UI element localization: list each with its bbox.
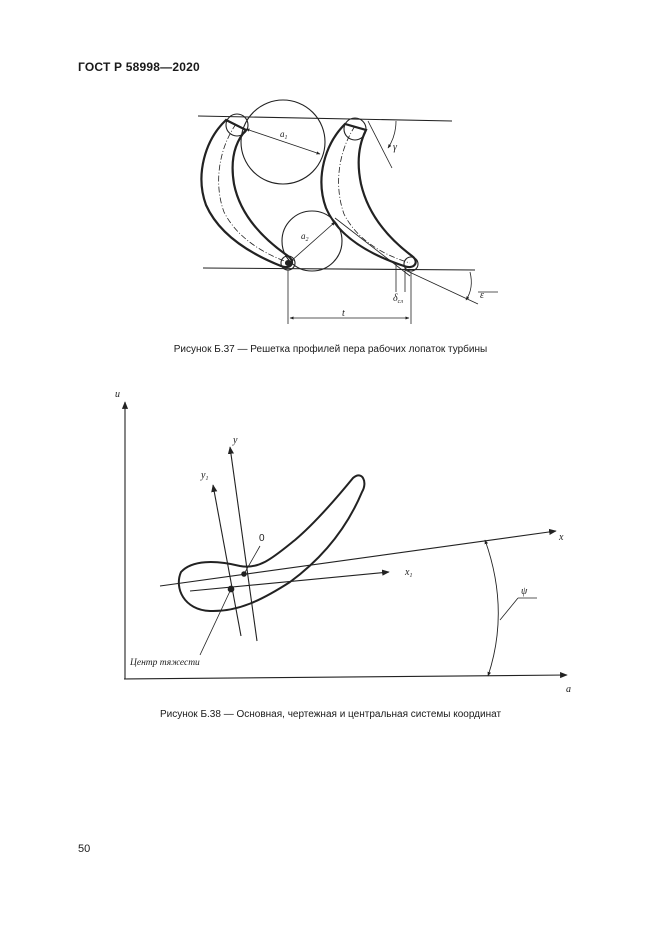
label-x1: $x_1$ bbox=[405, 567, 413, 579]
label-y: y bbox=[233, 435, 238, 446]
psi-arc bbox=[485, 540, 498, 676]
figure1-caption: Рисунок Б.37 — Решетка профилей пера рабочих лопаток турбины bbox=[173, 344, 488, 355]
inscribed-circle-inlet bbox=[241, 100, 325, 184]
inlet-front-line bbox=[198, 116, 452, 121]
blade-midline-left bbox=[219, 124, 287, 262]
axis-y bbox=[230, 447, 257, 641]
label-a2: $a_2$ bbox=[301, 231, 309, 243]
figure2-labels bbox=[115, 389, 571, 695]
axis-a bbox=[124, 675, 567, 679]
inscribed-circle-throat bbox=[282, 211, 342, 271]
outlet-front-line bbox=[203, 268, 475, 270]
figure2-caption: Рисунок Б.38 — Основная, чертежная и центральная системы координат bbox=[159, 709, 502, 720]
blade-midline-right bbox=[339, 126, 410, 263]
label-a1: $a_1$ bbox=[280, 129, 288, 141]
label-origin: 0 bbox=[259, 533, 265, 544]
label-x: x bbox=[559, 532, 564, 543]
origin-leader bbox=[244, 546, 260, 574]
label-a: a bbox=[566, 684, 571, 695]
throat-construction-line bbox=[335, 218, 410, 276]
dimension-a2 bbox=[290, 222, 335, 262]
label-psi: ψ bbox=[521, 586, 528, 597]
label-epsilon: ε bbox=[480, 290, 484, 301]
stagger-angle-line bbox=[368, 121, 392, 168]
blade-profile bbox=[179, 475, 365, 611]
epsilon-arc bbox=[466, 272, 471, 300]
label-delta: $\delta_{сл}$ bbox=[393, 293, 403, 305]
psi-leader bbox=[500, 598, 518, 620]
figure-coordinate-systems bbox=[124, 402, 567, 679]
figure1-labels bbox=[280, 129, 484, 319]
label-u: u bbox=[115, 389, 120, 400]
page-number: 50 bbox=[78, 843, 91, 855]
blade-profile-right bbox=[321, 124, 415, 267]
figure-blade-cascade bbox=[198, 100, 498, 324]
label-y1: $y_1$ bbox=[201, 470, 209, 482]
axis-x bbox=[160, 531, 556, 586]
center-of-gravity-leader bbox=[200, 589, 231, 655]
label-pitch: t bbox=[342, 308, 345, 319]
blade-profile-left bbox=[201, 120, 291, 267]
document-header: ГОСТ Р 58998—2020 bbox=[78, 60, 200, 74]
label-gamma: γ bbox=[393, 142, 397, 153]
axis-y1 bbox=[213, 485, 241, 636]
label-center-of-gravity: Центр тяжести bbox=[130, 658, 200, 668]
